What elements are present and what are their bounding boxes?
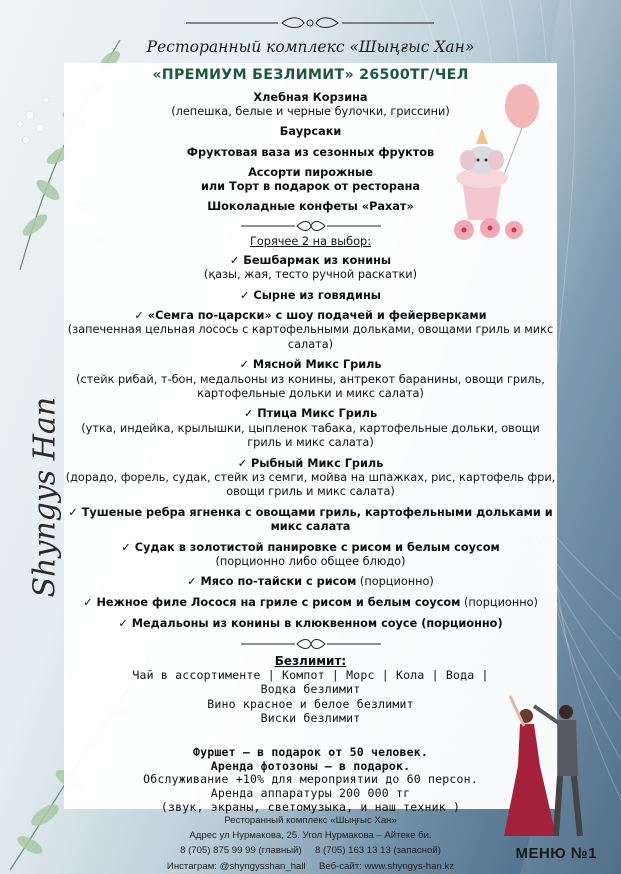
menu-item bbox=[64, 617, 557, 631]
item-name: Хлебная Корзина bbox=[253, 91, 368, 104]
item-desc: (қазы, жая, тесто ручной раскатки) bbox=[203, 267, 418, 281]
hot-dishes-list bbox=[64, 254, 557, 631]
item-name: Ассорти пирожные bbox=[248, 165, 373, 179]
signature-logo: Shyngys Han bbox=[27, 396, 63, 598]
item-name: ✓ Мясо по-тайски с рисом bbox=[187, 575, 357, 589]
menu-item bbox=[64, 407, 557, 450]
item-name: ✓ Бешбармак из конины bbox=[229, 253, 392, 267]
item-name: ✓ Птица Микс Гриль bbox=[243, 407, 378, 421]
extra-line: Аренда аппаратуры 200 000 тг bbox=[210, 786, 411, 801]
item-name: ✓ Нежное филе Лосося на гриле с рисом и белым соусом bbox=[83, 596, 461, 610]
footer-restaurant: Ресторанный комплекс «Шыңғыс Хан» bbox=[224, 815, 397, 826]
item-desc: (запеченная цельная лосось с картофельными дольками, овощами гриль и микс салата) bbox=[67, 323, 554, 351]
bezlimit-line: Вино красное и белое безлимит bbox=[207, 696, 414, 711]
footer bbox=[0, 813, 621, 874]
item-desc: (порционно либо общее блюдо) bbox=[215, 554, 406, 568]
item-desc: (утка, индейка, крылышки, цыпленок табака, картофельные дольки, овощи гриль и микс салата) bbox=[81, 421, 540, 449]
menu-item bbox=[64, 575, 557, 589]
bezlimit-line: Виски безлимит bbox=[260, 711, 361, 726]
menu-item bbox=[64, 457, 557, 500]
bezlimit-line: Водка безлимит bbox=[260, 682, 361, 697]
bezlimit-line: Чай в ассортименте | Компот | Морс | Кола | Вода | bbox=[132, 667, 489, 682]
bezlimit-list bbox=[64, 668, 557, 726]
menu-item bbox=[64, 125, 557, 139]
header-ornament bbox=[186, 16, 434, 30]
menu-item bbox=[64, 506, 557, 534]
bezlimit-title: Безлимит: bbox=[274, 653, 347, 668]
extra-line: Фуршет – в подарок от 50 человек. bbox=[192, 744, 429, 759]
footer-address: Адрес ул Нурмакова, 25. Угол Нурмакова – Айтеке би. bbox=[189, 830, 432, 842]
menu-headline: «ПРЕМИУМ БЕЗЛИМИТ» 26500ТГ/ЧЕЛ bbox=[152, 67, 469, 83]
menu-item bbox=[64, 146, 557, 160]
menu-item bbox=[64, 91, 557, 119]
item-name: ✓ Судак в золотистой панировке с рисом и белым соусом bbox=[121, 540, 500, 554]
item-name: ✓ Медальоны из конины в клюквенном соусе (порционно) bbox=[118, 616, 503, 630]
item-name: ✓ «Семга по-царски» с шоу подачей и фейерверками bbox=[134, 309, 487, 323]
menu-item bbox=[64, 358, 557, 401]
hot-section-label: Горячее 2 на выбор: bbox=[249, 235, 372, 249]
menu-content bbox=[64, 66, 557, 814]
menu-item bbox=[64, 200, 557, 214]
item-name: ✓ Сырне из говядины bbox=[240, 288, 381, 302]
menu-item bbox=[64, 166, 557, 194]
item-name: Баурсаки bbox=[279, 125, 342, 139]
item-name: ✓ Тушеные ребра ягненка с овощами гриль, картофельными дольками и микс салата bbox=[68, 505, 553, 533]
extras-block bbox=[64, 746, 557, 815]
item-name: Фруктовая ваза из сезонных фруктов bbox=[186, 145, 435, 159]
extra-line: (звук, экраны, светомузыка, и наш техник ) bbox=[160, 799, 461, 814]
item-name: ✓ Мясной Микс Гриль bbox=[239, 358, 382, 372]
section-divider bbox=[241, 638, 381, 650]
menu-item bbox=[64, 596, 557, 610]
menu-item bbox=[64, 254, 557, 282]
footer-social: Инстаграм: @shyngysshan_hall Веб-сайт: www.shyngys-han.kz bbox=[166, 860, 455, 872]
restaurant-title: Ресторанный комплекс «Шыңғыс Хан» bbox=[146, 38, 475, 56]
menu-item bbox=[64, 289, 557, 303]
item-portion: (порционно) bbox=[460, 596, 538, 610]
item-desc: (дорадо, форель, судак, стейк из семги, мойва на шпажках, рис, картофель фри, овощи гриль и микс салата) bbox=[65, 470, 556, 498]
item-name: Шоколадные конфеты «Рахат» bbox=[207, 200, 414, 214]
item-name-2: или Торт в подарок от ресторана bbox=[200, 180, 421, 194]
menu-item bbox=[64, 541, 557, 569]
footer-phones: 8 (705) 875 99 99 (главный) 8 (705) 163 13 13 (запасной) bbox=[180, 845, 441, 857]
extra-line: Обслуживание +10% для мероприятии до 60 персон. bbox=[143, 772, 478, 787]
menu-item bbox=[64, 309, 557, 352]
item-portion: (порционно) bbox=[356, 575, 434, 589]
item-desc: (стейк рибай, т-бон, медальоны из конины, антрекот баранины, овощи гриль, картофельные дольки и микс салата) bbox=[76, 372, 545, 400]
extra-line: Аренда фотозоны – в подарок. bbox=[210, 758, 411, 773]
menu-number: МЕНЮ №1 bbox=[515, 845, 597, 862]
item-desc: (лепешка, белые и черные булочки, гриссини) bbox=[171, 105, 450, 119]
item-name: ✓ Рыбный Микс Гриль bbox=[237, 456, 384, 470]
section-divider bbox=[241, 220, 381, 232]
